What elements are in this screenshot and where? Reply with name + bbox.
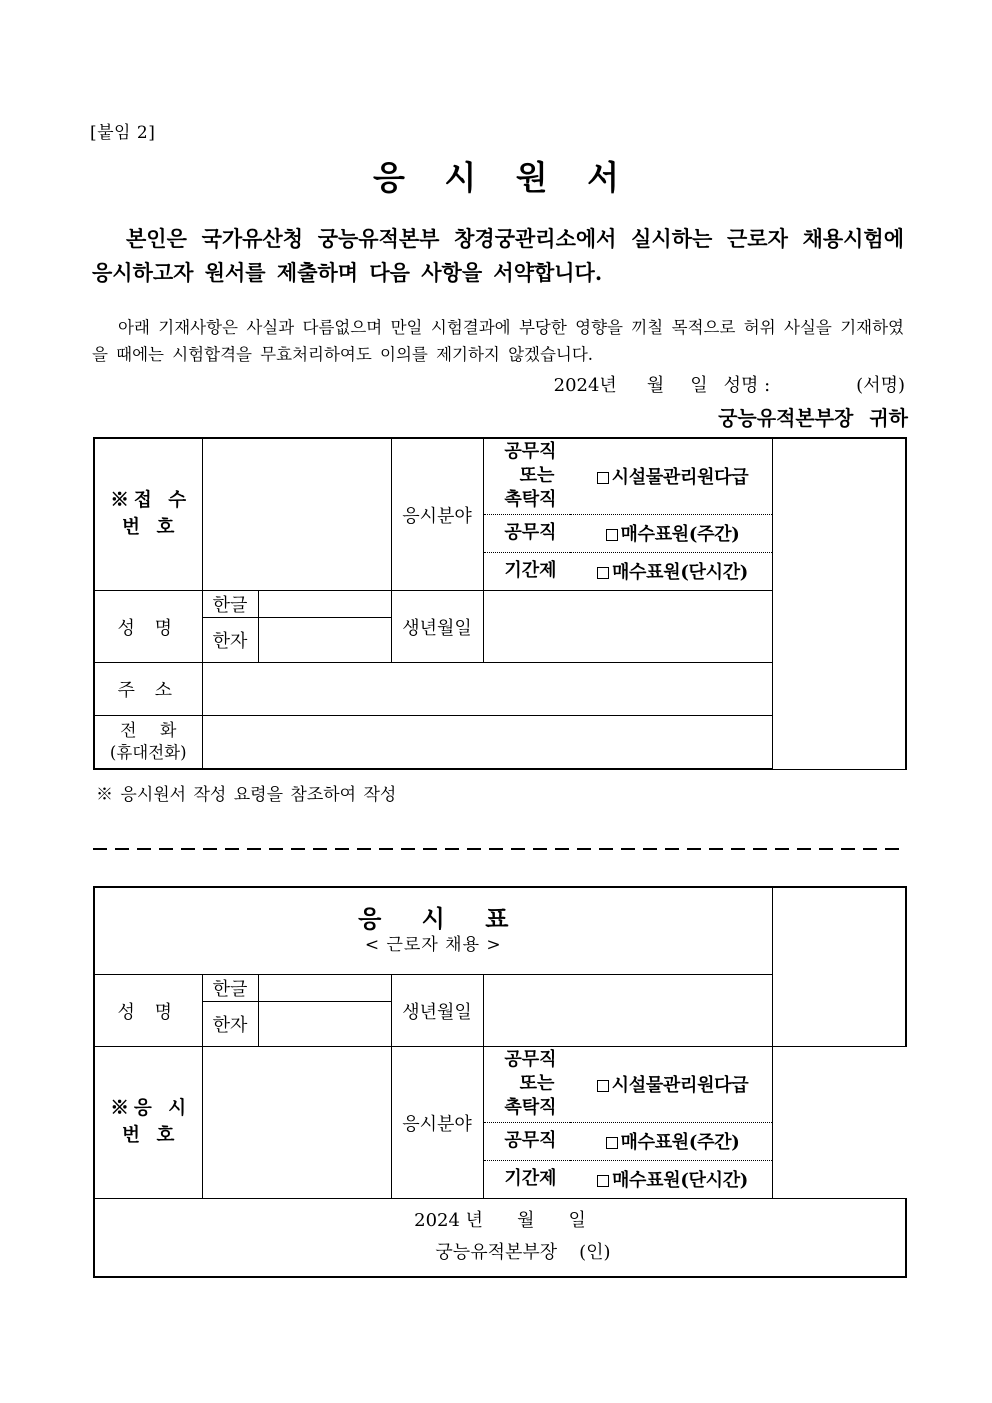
category-name-cell [484, 1160, 570, 1198]
footer-year: 2024 년 [414, 1210, 484, 1231]
admission-name-label: 성 명 [117, 1001, 179, 1023]
oath-paragraph [92, 315, 904, 368]
addressee-honorific: 귀하 [869, 406, 908, 430]
checkbox-icon[interactable] [597, 1175, 609, 1187]
category-checkbox-group [484, 439, 772, 590]
category-row [484, 552, 772, 590]
checkbox-icon[interactable] [597, 1080, 609, 1092]
admission-birthdate-input[interactable] [483, 975, 772, 1047]
attachment-label: [붙임 2] [90, 123, 156, 143]
application-phone-label-cell [94, 716, 202, 770]
signature-month: 월 [646, 375, 665, 396]
signature-sign-mark: (서명) [856, 375, 905, 396]
signature-year: 2024년 [553, 375, 617, 396]
name-hanja-label: 한자 [212, 1015, 248, 1036]
name-hangul-label: 한글 [212, 595, 248, 616]
receipt-number-label-line1: ※접 수 [110, 489, 192, 511]
exam-number-label [95, 1096, 202, 1150]
admission-birthdate-label-cell [391, 975, 483, 1047]
admission-ticket-table [93, 886, 907, 1278]
exam-number-input[interactable] [202, 1047, 391, 1199]
name-hangul-label-cell [202, 975, 258, 1002]
category-row [484, 514, 772, 552]
exam-number-label-line2: 번 호 [122, 1124, 180, 1146]
name-hanja-label-cell [202, 1002, 258, 1047]
name-hanja-input[interactable] [258, 618, 391, 663]
category-name-cell [484, 514, 570, 552]
footer-month: 월 [517, 1210, 535, 1231]
admission-birthdate-label: 생년월일 [402, 1001, 472, 1023]
category-row [484, 439, 772, 514]
category-option-cell[interactable] [570, 514, 772, 552]
signature-day: 일 [690, 375, 708, 396]
footer-day: 일 [568, 1210, 586, 1231]
oath-text: 아래 기재사항은 사실과 다름없으며 만일 시험결과에 부당한 영향을 끼칠 목적으로 허위 사실을 기재하였을 때에는 시험합격을 무효처리하여도 이의를 제기하지 않겠습니다. [92, 318, 904, 364]
category-row [484, 1047, 772, 1122]
phone-label-line2: (휴대전화) [109, 743, 187, 763]
category-row [484, 1160, 772, 1198]
category-option-label: 매수표원(단시간) [611, 562, 749, 584]
form-note: ※ 응시원서 작성 요령을 참조하여 작성 [96, 785, 397, 805]
exam-number-label-cell [94, 1047, 202, 1199]
checkbox-icon[interactable] [597, 472, 609, 484]
signature-line [0, 371, 905, 397]
intro-paragraph [92, 222, 904, 290]
category-name-cell [484, 1122, 570, 1160]
category-option-label: 시설물관리원다급 [611, 467, 749, 489]
admission-name-label-cell [94, 975, 202, 1047]
category-option-cell[interactable] [570, 439, 772, 514]
application-name-label: 성 명 [117, 617, 179, 639]
category-name-cell [484, 1047, 570, 1122]
application-name-label-cell [94, 591, 202, 663]
receipt-number-label-cell [94, 438, 202, 591]
application-address-label: 주 소 [117, 680, 179, 701]
admission-title-cell [94, 887, 772, 975]
admission-field-label: 응시분야 [402, 1113, 472, 1135]
application-photo-box-cell [772, 438, 906, 769]
application-form-table [93, 437, 907, 770]
checkbox-icon[interactable] [606, 1137, 618, 1149]
category-option-cell[interactable] [570, 552, 772, 590]
name-hanja-label-cell [202, 618, 258, 663]
category-option-label: 시설물관리원다급 [611, 1075, 749, 1097]
category-name-line3: 촉탁직 [504, 489, 557, 511]
application-field-label: 응시분야 [402, 505, 472, 527]
application-phone-label [95, 720, 202, 764]
admission-subtitle: < 근로자 채용 > [364, 935, 502, 956]
application-address-label-cell [94, 663, 202, 716]
signature-name-label: 성명 : [723, 375, 771, 396]
intro-text: 본인은 국가유산청 궁능유적본부 창경궁관리소에서 실시하는 근로자 채용시험에 응시하고자 원서를 제출하며 다음 사항을 서약합니다. [92, 226, 904, 286]
category-checkbox-group [484, 1047, 772, 1198]
receipt-number-input[interactable] [202, 438, 391, 591]
category-row [484, 1122, 772, 1160]
category-option-cell[interactable] [570, 1122, 772, 1160]
footer-seal: (인) [579, 1241, 611, 1263]
application-phone-input[interactable] [202, 716, 772, 770]
page-title: 응 시 원 서 [373, 158, 633, 197]
name-hangul-input[interactable] [258, 591, 391, 618]
category-name-line2: 또는 [519, 1073, 555, 1095]
category-option-cell[interactable] [570, 1047, 772, 1122]
checkbox-icon[interactable] [597, 567, 609, 579]
category-name-cell [484, 439, 570, 514]
admission-field-label-cell [391, 1047, 483, 1199]
addressee-line [0, 402, 908, 431]
category-name-line1: 공무직 [504, 1048, 557, 1070]
application-address-input[interactable] [202, 663, 772, 716]
category-name-line1: 기간제 [504, 560, 557, 582]
category-name-cell [484, 552, 570, 590]
category-name-line1: 공무직 [504, 440, 557, 462]
admission-footer-cell [94, 1199, 906, 1278]
category-name-line2: 또는 [519, 465, 555, 487]
application-birthdate-input[interactable] [483, 591, 772, 663]
receipt-number-label-line2: 번 호 [122, 516, 180, 538]
category-option-label: 매수표원(주간) [620, 1132, 740, 1153]
name-hangul-input[interactable] [258, 975, 391, 1002]
checkbox-icon[interactable] [606, 529, 618, 541]
name-hangul-label-cell [202, 591, 258, 618]
category-option-cell[interactable] [570, 1160, 772, 1198]
admission-photo-box-cell [772, 887, 906, 1047]
application-birthdate-label: 생년월일 [402, 617, 472, 639]
category-option-label: 매수표원(주간) [620, 524, 740, 545]
name-hangul-label: 한글 [212, 979, 248, 1000]
category-name-line3: 촉탁직 [504, 1097, 557, 1119]
footer-office-name: 궁능유적본부장 [435, 1241, 558, 1263]
phone-label-line1: 전 화 [120, 721, 186, 742]
category-name-line1: 공무직 [504, 521, 557, 543]
application-category-cell [483, 438, 772, 591]
admission-title: 응 시 표 [358, 904, 525, 934]
receipt-number-label [95, 488, 202, 542]
exam-number-label-line1: ※응 시 [110, 1097, 192, 1119]
category-name-line1: 공무직 [504, 1129, 557, 1151]
application-birthdate-label-cell [391, 591, 483, 663]
admission-footer-date [95, 1205, 905, 1237]
name-hanja-input[interactable] [258, 1002, 391, 1047]
addressee-office: 궁능유적본부장 [718, 406, 854, 430]
category-option-label: 매수표원(단시간) [611, 1170, 749, 1192]
application-field-label-cell [391, 438, 483, 591]
admission-footer-office [95, 1237, 905, 1269]
admission-category-cell [483, 1047, 772, 1199]
cut-separator-line [93, 848, 905, 850]
category-name-line1: 기간제 [504, 1168, 557, 1190]
name-hanja-label: 한자 [212, 631, 248, 652]
